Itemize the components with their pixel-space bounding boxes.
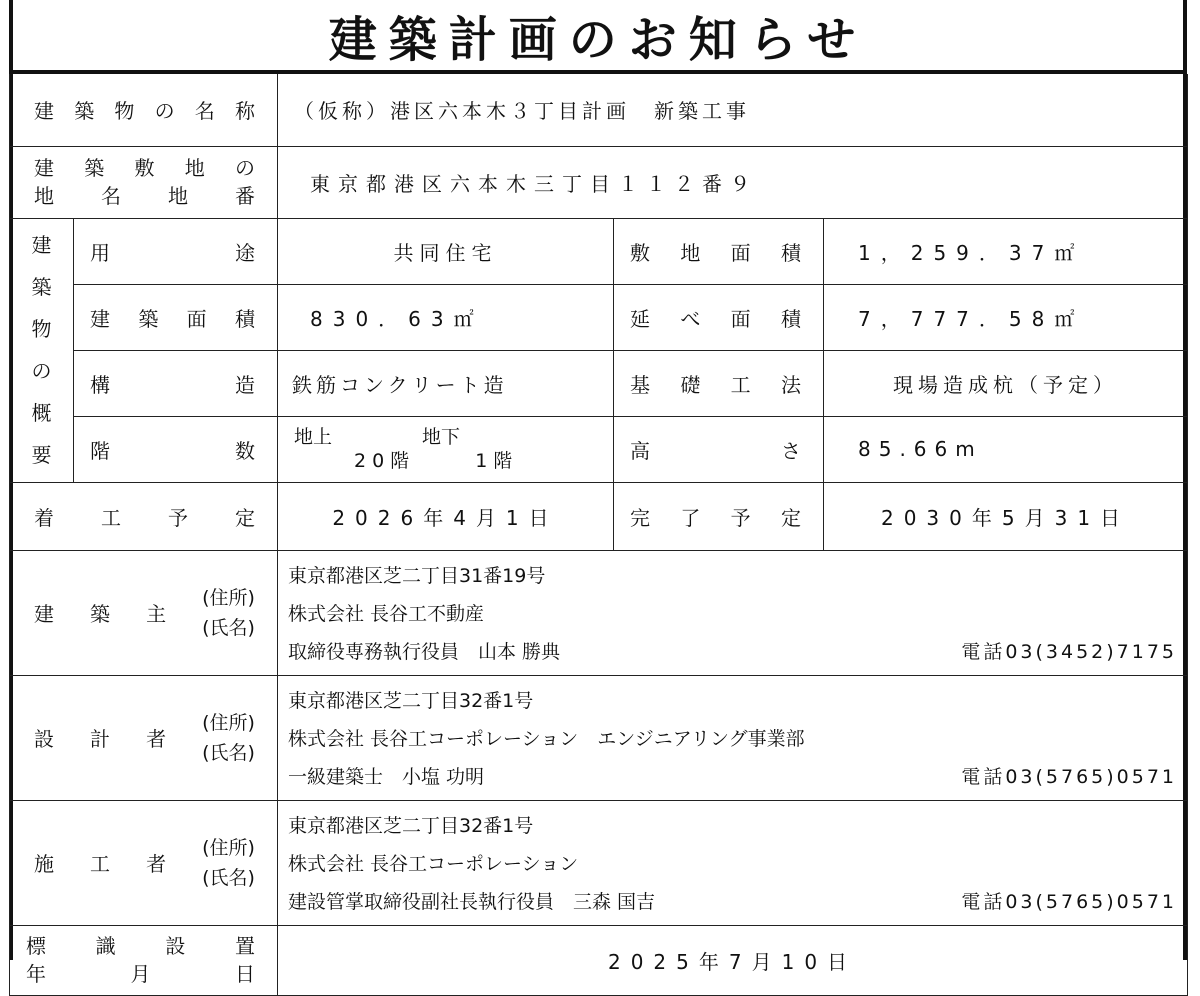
label-site-area: 敷 地 面 積 [630,240,801,265]
notice-title: 建築計画のお知らせ [9,0,1187,74]
row-owner [10,550,1188,675]
owner-phone: 電話03(3452)7175 [961,640,1178,663]
label-designer: 設 計 者 (住所) (氏名) [34,711,255,764]
label-site-line2: 地 名 地 番 [34,184,255,208]
contractor-address: 東京都港区芝二丁目32番1号 [288,814,534,837]
row-schedule [10,482,1188,550]
row-site [10,146,1188,218]
row-use [10,218,1188,284]
label-start: 着 工 予 定 [34,505,255,530]
floors-below-value: 1階 [475,450,519,472]
value-contractor [278,801,1187,925]
row-structure [10,350,1188,416]
designer-phone: 電話03(5765)0571 [961,765,1178,788]
label-owner: 建 築 主 (住所) (氏名) [34,586,255,639]
label-height: 高 さ [630,438,801,463]
label-site-line1: 建 築 敷 地 の [34,156,255,180]
contractor-phone: 電話03(5765)0571 [961,890,1178,913]
row-sign-date [10,925,1188,995]
label-building-area: 建 築 面 積 [90,306,255,331]
label-total-floor-area: 延 べ 面 積 [630,306,801,331]
row-building-name [10,74,1188,146]
owner-address: 東京都港区芝二丁目31番19号 [288,564,546,587]
label-structure: 構 造 [90,372,255,397]
value-owner [278,551,1187,675]
value-site: 東京都港区六本木三丁目１１２番９ [310,171,758,196]
value-foundation: 現場造成杭（予定） [893,372,1119,397]
owner-company: 株式会社 長谷工不動産 [288,602,485,625]
floors-above-value: 20階 [354,450,416,472]
row-building-area [10,284,1188,350]
designer-person: 一級建築士 小塩 功明 [288,765,485,788]
floors-above-label: 地上 [294,426,333,448]
value-floors [278,425,613,473]
owner-person: 取締役専務執行役員 山本 勝典 [288,640,561,663]
contractor-company: 株式会社 長谷工コーポレーション [288,852,579,875]
value-sign-date: 2025年7月10日 [607,949,858,974]
value-site-area: 1，259．37㎡ [858,240,1085,265]
notice-table [9,74,1188,996]
label-foundation: 基 礎 工 法 [630,372,801,397]
label-sign-line2: 年 月 日 [26,962,255,986]
contractor-person: 建設管掌取締役副社長執行役員 三森 国吉 [288,890,656,913]
label-contractor: 施 工 者 (住所) (氏名) [34,836,255,889]
designer-company: 株式会社 長谷工コーポレーション エンジニアリング事業部 [288,727,805,750]
label-use: 用 途 [90,240,255,265]
row-designer [10,675,1188,800]
value-total-floor-area: 7，777．58㎡ [858,306,1085,331]
floors-below-label: 地下 [422,426,461,448]
label-sign-line1: 標 識 設 置 [26,934,255,958]
designer-address: 東京都港区芝二丁目32番1号 [288,689,534,712]
value-completion: 2030年5月31日 [880,505,1131,530]
label-completion: 完 了 予 定 [630,505,801,530]
value-start: 2026年4月1日 [332,505,559,530]
row-floors [10,416,1188,482]
label-building-outline: 建 築 物 の 概 要 [10,218,74,482]
value-designer [278,676,1187,800]
row-contractor [10,800,1188,925]
value-use: 共同住宅 [393,240,498,265]
value-height: 85.66m [858,437,983,461]
value-building-area: 830．63㎡ [310,306,484,331]
value-building-name: （仮称）港区六本木３丁目計画 新築工事 [294,99,750,124]
label-building-name: 建 築 物 の 名 称 [34,99,255,124]
value-structure: 鉄筋コンクリート造 [292,372,508,397]
label-floors: 階 数 [90,438,255,463]
